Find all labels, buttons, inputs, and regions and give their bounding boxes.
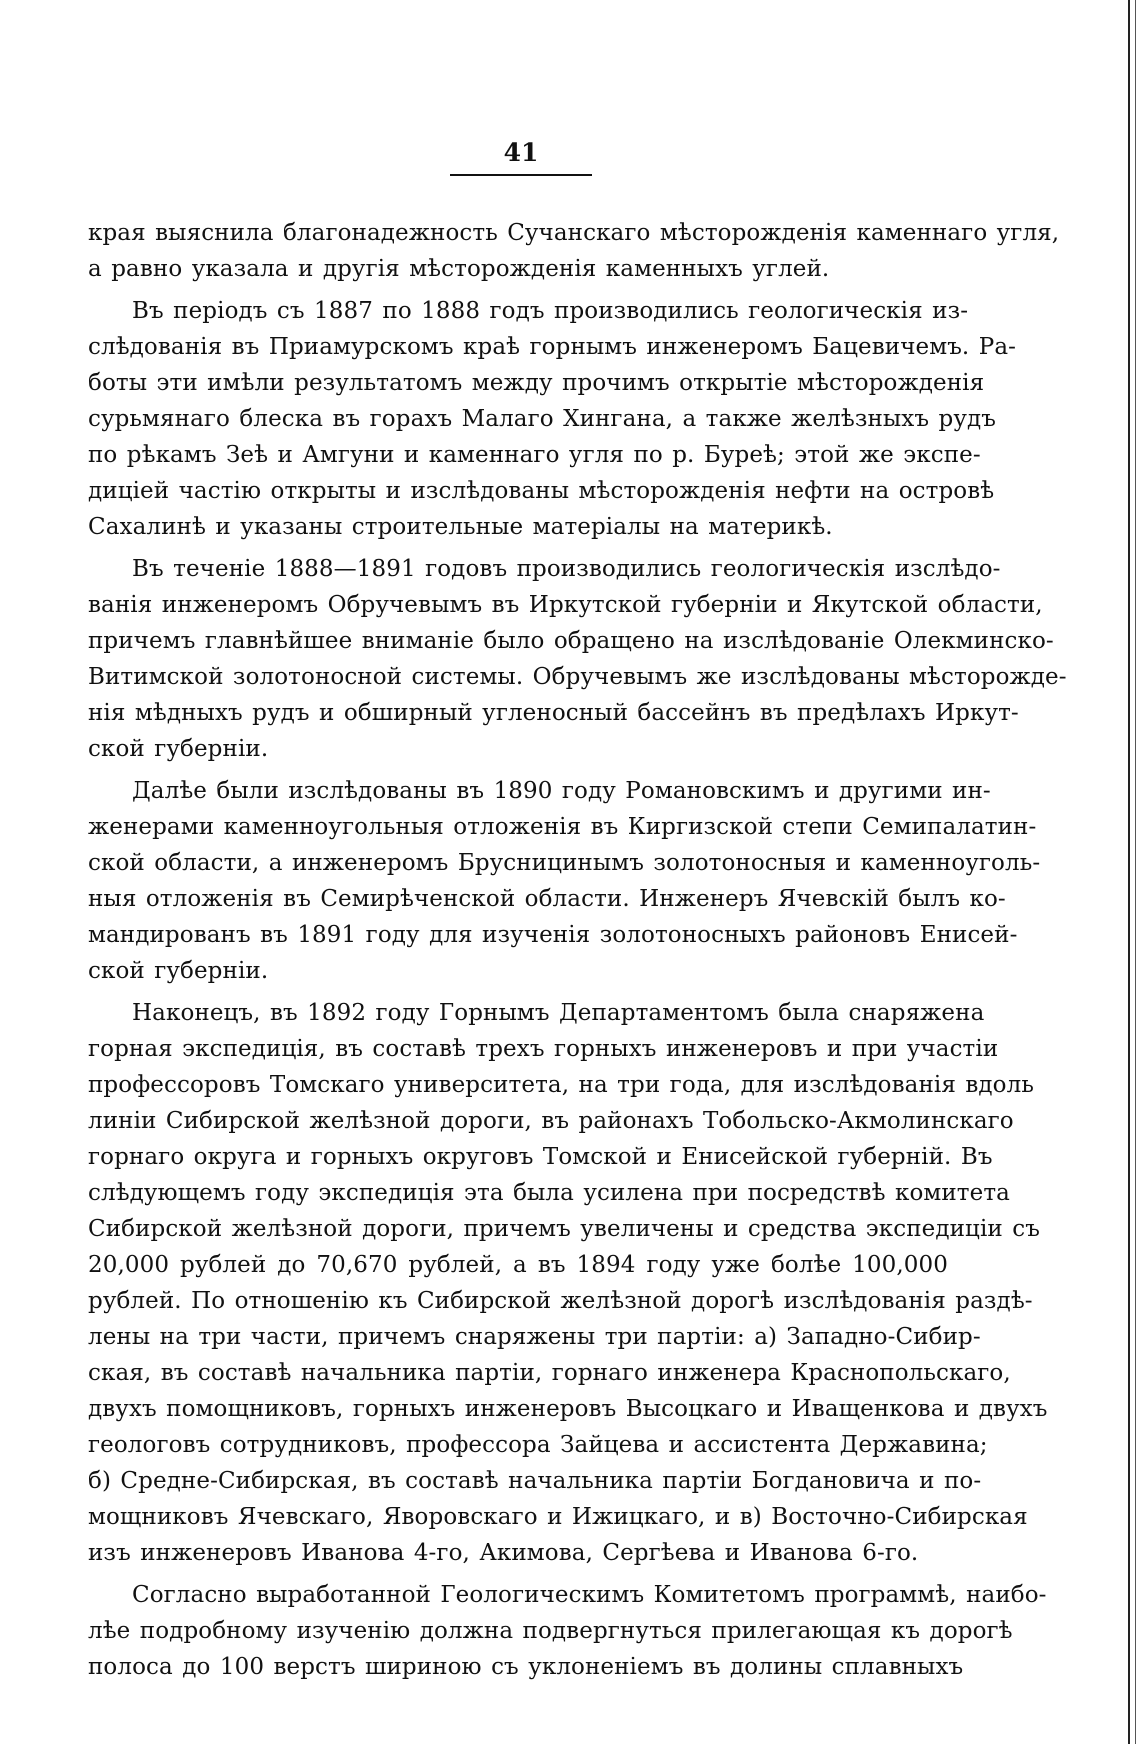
- body-text: [88, 215, 1067, 1685]
- text-line: изъ инженеровъ Иванова 4-го, Акимова, Сергѣева и Иванова 6-го.: [88, 1540, 919, 1566]
- paragraph: [88, 1577, 1047, 1685]
- text-line: края выяснила благонадежность Сучанскаго мѣсторожденія каменнаго угля,: [88, 220, 1060, 246]
- text-line: ванія инженеромъ Обручевымъ въ Иркутской губерніи и Якутской области,: [88, 592, 1043, 618]
- text-line: полоса до 100 верстъ шириною съ уклоненіемъ въ долины сплавныхъ: [88, 1654, 964, 1680]
- text-line: женерами каменноугольныя отложенія въ Киргизской степи Семипалатин-: [88, 814, 1037, 840]
- text-line: лѣе подробному изученію должна подвергнуться прилегающая къ дорогѣ: [88, 1618, 1013, 1644]
- text-line: ской области, а инженеромъ Брусницинымъ золотоносныя и каменноуголь-: [88, 850, 1041, 876]
- text-line: а равно указала и другія мѣсторожденія каменныхъ углей.: [88, 256, 830, 282]
- text-line: диціей частію открыты и изслѣдованы мѣсторожденія нефти на островѣ: [88, 478, 995, 504]
- text-line: ской губерніи.: [88, 736, 269, 762]
- text-line: Далѣе были изслѣдованы въ 1890 году Романовскимъ и другими ин-: [132, 778, 991, 804]
- text-line: б) Средне-Сибирская, въ составѣ начальника партіи Богдановича и по-: [88, 1468, 982, 1494]
- text-line: Согласно выработанной Геологическимъ Комитетомъ программѣ, наибо-: [132, 1582, 1047, 1608]
- text-line: Въ теченіе 1888—1891 годовъ производились геологическія изслѣдо-: [132, 556, 1001, 582]
- text-line: профессоровъ Томскаго университета, на три года, для изслѣдованія вдоль: [88, 1072, 1034, 1098]
- text-line: по рѣкамъ Зеѣ и Амгуни и каменнаго угля по р. Буреѣ; этой же экспе-: [88, 442, 981, 468]
- text-line: ская, въ составѣ начальника партіи, горнаго инженера Краснопольскаго,: [88, 1360, 1011, 1386]
- text-line: лены на три части, причемъ снаряжены три партіи: а) Западно-Сибир-: [88, 1324, 981, 1350]
- text-line: причемъ главнѣйшее вниманіе было обращено на изслѣдованіе Олекминско-: [88, 628, 1054, 654]
- paragraph: [88, 995, 1048, 1571]
- text-line: ской губерніи.: [88, 958, 269, 984]
- text-line: рублей. По отношенію къ Сибирской желѣзной дорогѣ изслѣдованія раздѣ-: [88, 1288, 1033, 1314]
- page-edge-line-thin: [1135, 0, 1136, 1744]
- paragraph: [88, 551, 1067, 767]
- page-number: 41: [503, 138, 539, 167]
- text-line: Въ періодъ съ 1887 по 1888 годъ производились геологическія из-: [132, 298, 969, 324]
- text-line: горнаго округа и горныхъ округовъ Томской и Енисейской губерній. Въ: [88, 1144, 993, 1170]
- text-line: Витимской золотоносной системы. Обручевымъ же изслѣдованы мѣсторожде-: [88, 664, 1067, 690]
- text-line: мандированъ въ 1891 году для изученія золотоносныхъ районовъ Енисей-: [88, 922, 1018, 948]
- text-line: сурьмянаго блеска въ горахъ Малаго Хингана, а также желѣзныхъ рудъ: [88, 406, 996, 432]
- text-line: Наконецъ, въ 1892 году Горнымъ Департаментомъ была снаряжена: [132, 1000, 985, 1026]
- text-line: ныя отложенія въ Семирѣченской области. Инженеръ Ячевскій былъ ко-: [88, 886, 1006, 912]
- text-line: горная экспедиція, въ составѣ трехъ горныхъ инженеровъ и при участіи: [88, 1036, 999, 1062]
- paragraph: [88, 773, 1041, 989]
- text-line: слѣдованія въ Приамурскомъ краѣ горнымъ инженеромъ Бацевичемъ. Ра-: [88, 334, 1017, 360]
- text-line: 20,000 рублей до 70,670 рублей, а въ 1894 году уже болѣе 100,000: [88, 1252, 948, 1278]
- text-line: Сахалинѣ и указаны строительные матеріалы на материкѣ.: [88, 514, 833, 540]
- text-line: линіи Сибирской желѣзной дороги, въ районахъ Тобольско-Акмолинскаго: [88, 1108, 1014, 1134]
- page-edge-line: [1128, 0, 1130, 1744]
- text-line: двухъ помощниковъ, горныхъ инженеровъ Высоцкаго и Иващенкова и двухъ: [88, 1396, 1048, 1422]
- text-line: нія мѣдныхъ рудъ и обширный угленосный бассейнъ въ предѣлахъ Иркут-: [88, 700, 1019, 726]
- text-line: геологовъ сотрудниковъ, профессора Зайцева и ассистента Державина;: [88, 1432, 988, 1458]
- text-line: мощниковъ Ячевскаго, Яворовскаго и Ижицкаго, и в) Восточно-Сибирская: [88, 1504, 1028, 1530]
- paragraph: [88, 293, 1017, 545]
- text-line: Сибирской желѣзной дороги, причемъ увеличены и средства экспедиціи съ: [88, 1216, 1040, 1242]
- text-line: боты эти имѣли результатомъ между прочимъ открытіе мѣсторожденія: [88, 370, 985, 396]
- paragraph: [88, 215, 1060, 287]
- text-line: слѣдующемъ году экспедиція эта была усилена при посредствѣ комитета: [88, 1180, 1010, 1206]
- page-number-rule: [450, 174, 592, 176]
